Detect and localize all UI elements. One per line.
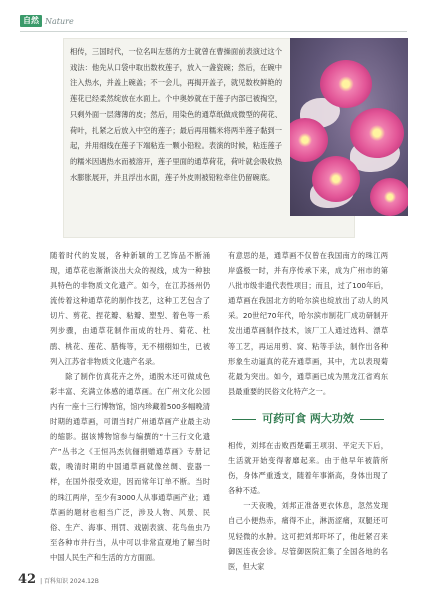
- magazine-issue: | 百科知识 2024.12B: [40, 578, 99, 585]
- section-header: [20, 14, 74, 28]
- header-divider: [20, 31, 407, 32]
- story-box-text: 相传，三国时代，一位名叫左慈的方士就曾在曹操面前表演过这个戏法：他先从口袋中取出数枚莲子，放入一盏瓷碗；然后，在碗中注入热水，并盖上碗盖；不一会儿，再揭开盖子，就见数枚鲜艳的莲花已经柔然绽放在水面上。个中奥妙就在于莲子内部已被掏空，只剩外面一层薄薄的皮；然后，用染色的通草纸做成微型的荷花、荷叶，扎紧之后放入中空的莲子；最后再用糯米将两半莲子黏到一起，并用细线在莲子下端粘连一颗小铅粒。表演的时候，粘连莲子的糯米因遇热水而被溶开，莲子里面的通草荷花，荷叶就会吸收热水膨胀展开，并且浮出水面，莲子外皮则被铅粒牵住仍留碗底。: [70, 47, 282, 182]
- page-number: 42: [18, 572, 37, 587]
- section-title-rule-right: [360, 419, 384, 420]
- page-footer: [18, 572, 99, 587]
- section-tag: 自然: [20, 15, 42, 27]
- left-column-text: 随着时代的发展，各种新颖的工艺饰品不断涌现，通草花也渐渐淡出大众的视线，成为一种独具特色的非物质文化遗产。如今，在江苏扬州仍流传着这种通草花的制作技艺，这种工艺包含了切片、剪花、捏花瓣、粘瓣、塑型、着色等一系列步骤，由通草花制作而成的牡丹、菊花、杜鹃、桃花、莲花、腊梅等，无不栩栩如生，已被列入江苏省非物质文化遗产名录。 除了制作仿真花卉之外，通脱木还可做成色彩丰富、充满立体感的通草画。在广州文化公园内有一座十三行博物馆，馆内珍藏着500多幅晚清时期的通草画，可谓当时广州通草画产业最主动的缩影。据该博物馆参与编撰的“十三行文化遗产”丛书之《王恒冯杰伉俪捐赠通草画》专册记载，晚清时期的中国通草画就像丝绸、瓷器一样，在国外很受欢迎，因而常年订单不断。当时的珠江两岸，至少有3000人从事通草画产业；通草画的题材也相当广泛，涉及人物、风景、民俗、生产、海事、刑罚、戏剧表演、花鸟鱼虫乃至各种市井行当，从中可以非常直观地了解当时中国人民生产和生活的方方面面。: [50, 251, 210, 562]
- right-column-text-2: 相传，刘邦在击败西楚霸王项羽、平定天下后，生活就开始变得奢靡起来。由于他早年被箭所伤，身体严重透支，随着年事渐高，身体出现了各种不适。 一天夜晚，刘邦正准备更衣休息，忽然发现自己小便热赤，痛得不止，淋沥涩痛，双腿还可见轻微的水肿。这可把刘邦吓坏了，他赶紧召来御医连夜会诊。尽管御医院汇集了全国各地的名医，但大家: [228, 441, 388, 571]
- section-english: Nature: [45, 16, 74, 26]
- lotus-flowers-photo: [290, 38, 408, 216]
- right-column-text-1: 有意思的是，通草画不仅曾在我国南方的珠江两岸盛极一时，并有序传承下来，成为广州市的第八批市级非遗代表性项目；而且，过了100年后，通草画在我国北方的哈尔滨也绽放出了动人的风采。20世纪70年代，哈尔滨市制花厂成功研制开发出通草画制作技术，该厂工人通过选料、漂草等工艺，再运用剪、窝、粘等手法，制作出各种形象生动逼真的花卉通草画，其中，尤以表现菊花最为突出。如今，通草画已成为黑龙江省鸡东县最重要的民俗文化特产之一。: [228, 251, 388, 396]
- section-title: 可药可食 两大功效: [262, 412, 354, 425]
